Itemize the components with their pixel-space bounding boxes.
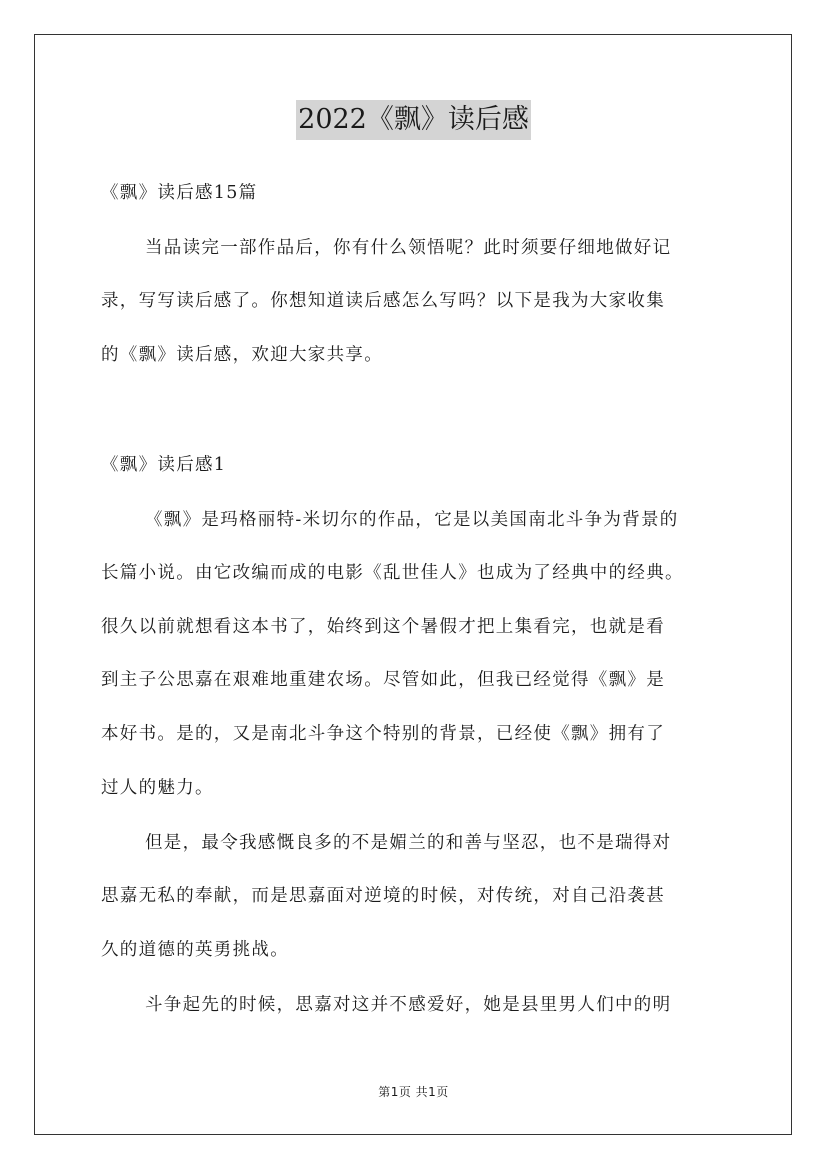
paragraph3-line-1: 斗争起先的时候，思嘉对这并不感爱好，她是县里男人们中的明 [145, 995, 672, 1015]
paragraph1-line-3: 很久以前就想看这本书了，始终到这个暑假才把上集看完，也就是看 [101, 617, 665, 637]
paragraph1-line-5: 本好书。是的，又是南北斗争这个特别的背景，已经使《飘》拥有了 [101, 724, 665, 744]
paragraph2-line-3: 久的道德的英勇挑战。 [101, 940, 289, 960]
title-container [0, 100, 827, 140]
page-footer: 第1页 共1页 [378, 1085, 449, 1099]
paragraph1-line-2: 长篇小说。由它改编而成的电影《乱世佳人》也成为了经典中的经典。 [101, 563, 684, 583]
document-subtitle: 《飘》读后感15篇 [101, 183, 258, 203]
document-title: 2022《飘》读后感 [296, 100, 531, 140]
paragraph1-line-1: 《飘》是玛格丽特-米切尔的作品，它是以美国南北斗争为背景的 [145, 510, 679, 530]
paragraph2-line-1: 但是，最令我感慨良多的不是媚兰的和善与坚忍，也不是瑞得对 [145, 833, 672, 853]
paragraph2-line-2: 思嘉无私的奉献，而是思嘉面对逆境的时候，对传统，对自己沿袭甚 [101, 886, 665, 906]
intro-line-1: 当品读完一部作品后，你有什么领悟呢？此时须要仔细地做好记 [145, 238, 672, 258]
section-heading: 《飘》读后感1 [101, 455, 227, 475]
intro-line-3: 的《飘》读后感，欢迎大家共享。 [101, 345, 383, 365]
paragraph1-line-4: 到主子公思嘉在艰难地重建农场。尽管如此，但我已经觉得《飘》是 [101, 670, 665, 690]
paragraph1-line-6: 过人的魅力。 [101, 778, 214, 798]
intro-line-2: 录，写写读后感了。你想知道读后感怎么写吗？以下是我为大家收集 [101, 291, 665, 311]
